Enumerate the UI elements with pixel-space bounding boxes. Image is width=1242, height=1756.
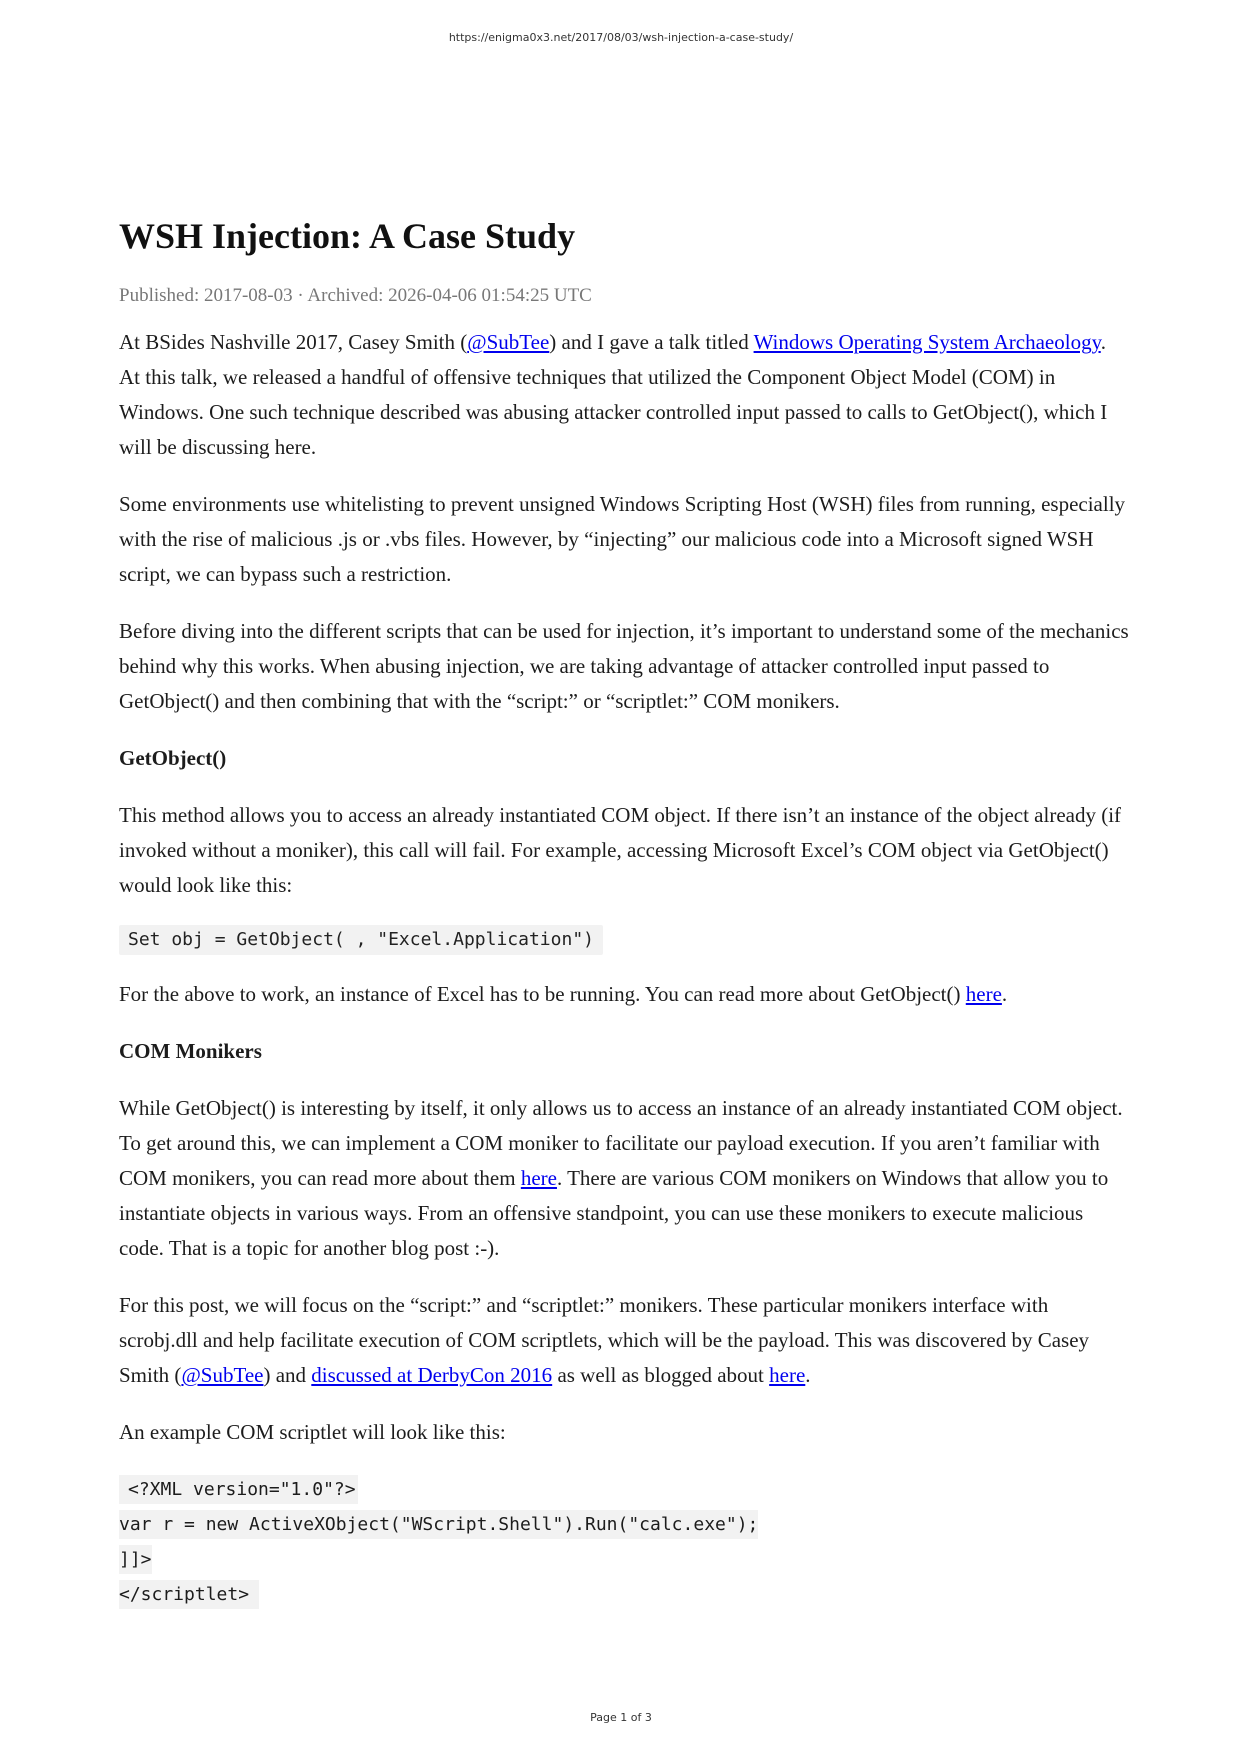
subtee-link[interactable]: @SubTee: [467, 330, 550, 354]
code-line: <?XML version="1.0"?>: [119, 1472, 1129, 1507]
code-getobject: Set obj = GetObject( , "Excel.Application"): [119, 925, 603, 955]
paragraph-excel: For the above to work, an instance of Excel has to be running. You can read more about GetObject() here.: [119, 982, 1008, 1006]
monikers-here-link[interactable]: here: [520, 1166, 557, 1190]
subtee-link-2[interactable]: @SubTee: [181, 1363, 264, 1387]
blog-here-link[interactable]: here: [769, 1363, 806, 1387]
paragraph-getobject: This method allows you to access an already instantiated COM object. If there isn’t an instance of the object already (if invoked without a moniker), this call will fail. For example, accessing Microsoft Excel’s COM object via GetObject() would look like this:: [119, 803, 1122, 897]
heading-getobject: GetObject(): [119, 746, 227, 770]
paragraph-example: An example COM scriptlet will look like this:: [119, 1420, 506, 1444]
article: [119, 208, 1129, 1612]
page-number: Page 1 of 3: [590, 1711, 652, 1724]
paragraph-scriptlet-monikers: For this post, we will focus on the “script:” and “scriptlet:” monikers. These particular monikers interface with scrobj.dll and help facilitate execution of COM scriptlets, which will be the payload. This was discovered by Casey Smith (@SubTee) and discussed at DerbyCon 2016 as well as blogged about here.: [119, 1293, 1090, 1387]
derbycon-link[interactable]: discussed at DerbyCon 2016: [311, 1363, 553, 1387]
code-line: ]]>: [119, 1542, 1129, 1577]
page-url: https://enigma0x3.net/2017/08/03/wsh-injection-a-case-study/: [448, 31, 794, 44]
paragraph-mechanics: Before diving into the different scripts that can be used for injection, it’s important to understand some of the mechanics behind why this works. When abusing injection, we are taking advantage of attacker controlled input passed to GetObject() and then combining that with the “script:” or “scriptlet:” COM monikers.: [119, 619, 1129, 713]
paragraph-monikers: While GetObject() is interesting by itself, it only allows us to access an instance of an already instantiated COM object. To get around this, we can implement a COM moniker to facilitate our payload execution. If you aren’t familiar with COM monikers, you can read more about them here. There are various COM monikers on Windows that allow you to instantiate objects in various ways. From an offensive standpoint, you can use these monikers to execute malicious code. That is a topic for another blog post :-).: [119, 1096, 1123, 1260]
paragraph-intro: At BSides Nashville 2017, Casey Smith (@SubTee) and I gave a talk titled Windows Operating System Archaeology. At this talk, we released a handful of offensive techniques that utilized the Component Object Model (COM) in Windows. One such technique described was abusing attacker controlled input passed to calls to GetObject(), which I will be discussing here.: [119, 330, 1108, 459]
code-scriptlet: [119, 1472, 1129, 1612]
getobject-here-link[interactable]: here: [965, 982, 1002, 1006]
paragraph-whitelisting: Some environments use whitelisting to prevent unsigned Windows Scripting Host (WSH) files from running, especially with the rise of malicious .js or .vbs files. However, by “injecting” our malicious code into a Microsoft signed WSH script, we can bypass such a restriction.: [119, 492, 1126, 586]
talk-link[interactable]: Windows Operating System Archaeology: [753, 330, 1101, 354]
code-line: </scriptlet>: [119, 1577, 1129, 1612]
heading-com-monikers: COM Monikers: [119, 1039, 262, 1063]
article-title: WSH Injection: A Case Study: [119, 216, 576, 256]
code-line: var r = new ActiveXObject("WScript.Shell").Run("calc.exe");: [119, 1507, 1129, 1542]
publish-meta: Published: 2017-08-03 · Archived: 2026-04-06 01:54:25 UTC: [119, 285, 592, 306]
